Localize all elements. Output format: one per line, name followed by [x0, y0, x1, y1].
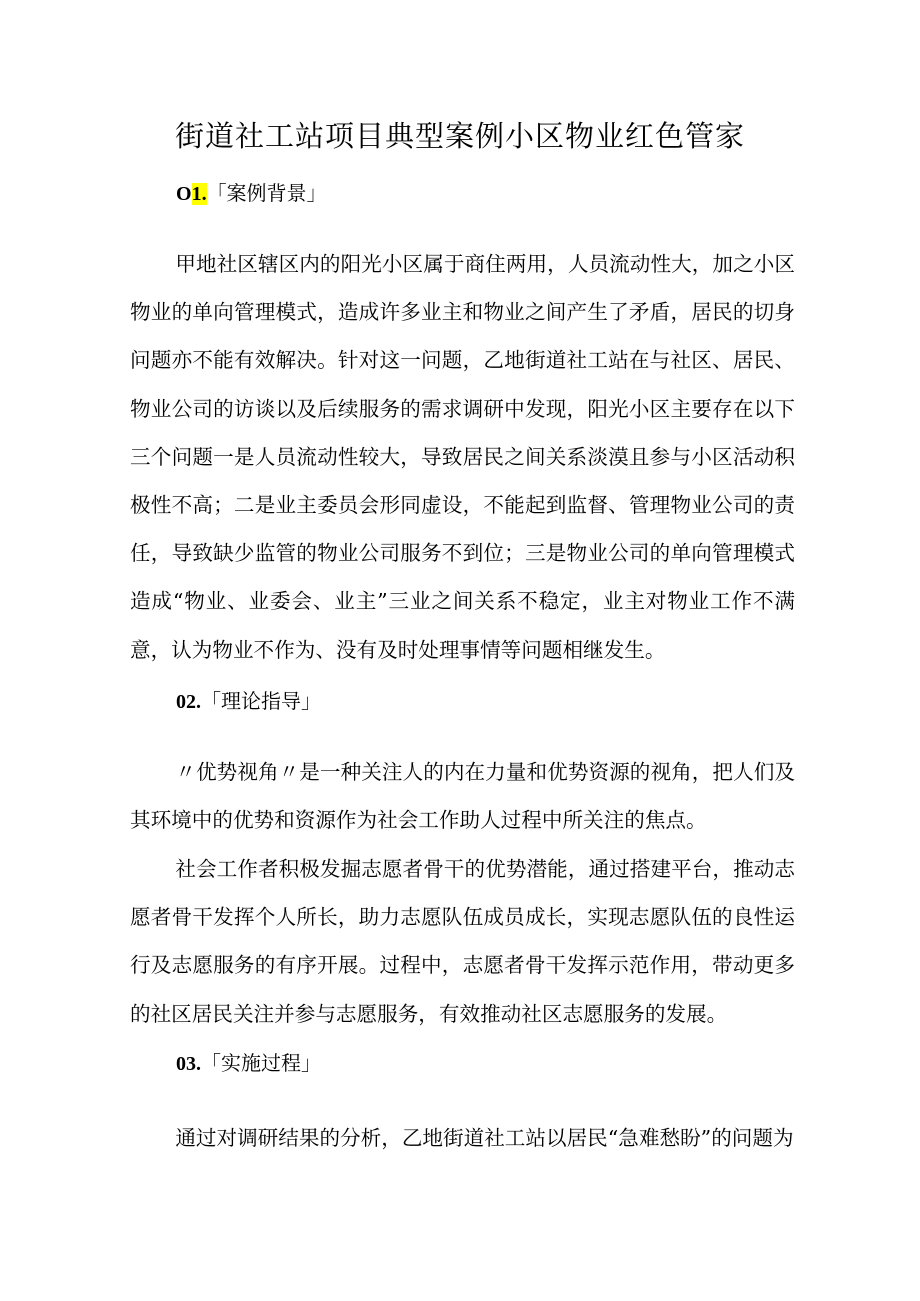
section-heading-implementation [176, 1048, 321, 1079]
section-heading-background [176, 178, 327, 209]
section-label: 「实施过程」 [201, 1051, 321, 1075]
paragraph-theory-2: 社会工作者积极发掘志愿者骨干的优势潜能，通过搭建平台，推动志愿者骨干发挥个人所长，助力志愿队伍成员成长，实现志愿队伍的良性运行及志愿服务的有序开展。过程中，志愿者骨干发挥示范作用，带动更多的社区居民关注并参与志愿服务，有效推动社区志愿服务的发展。 [130, 857, 795, 1026]
section-label: 「案例背景」 [206, 181, 327, 205]
document-title: 街道社工站项目典型案例小区物业红色管家 [174, 119, 745, 153]
section-number: O1. [176, 183, 207, 205]
paragraph-theory-1: 〃优势视角〃是一种关注人的内在力量和优势资源的视角，把人们及其环境中的优势和资源作为社会工作助人过程中所关注的焦点。 [130, 760, 795, 833]
section-heading-theory [176, 686, 321, 717]
highlighted-text: 1. [191, 183, 207, 205]
section-number: 03. [176, 1053, 201, 1075]
section-number: 02. [176, 691, 201, 713]
paragraph-implementation: 通过对调研结果的分析，乙地街道社工站以居民“急难愁盼”的问题为 [175, 1126, 794, 1150]
section-label: 「理论指导」 [201, 689, 321, 713]
paragraph-background: 甲地社区辖区内的阳光小区属于商住两用，人员流动性大，加之小区物业的单向管理模式，造成许多业主和物业之间产生了矛盾，居民的切身问题亦不能有效解决。针对这一问题，乙地街道社工站在与社区、居民、物业公司的访谈以及后续服务的需求调研中发现，阳光小区主要存在以下三个问题一是人员流动性较大，导致居民之间关系淡漠且参与小区活动积极性不高；二是业主委员会形同虚设，不能起到监督、管理物业公司的责任，导致缺少监管的物业公司服务不到位；三是物业公司的单向管理模式造成“物业、业委会、业主”三业之间关系不稳定，业主对物业工作不满意，认为物业不作为、没有及时处理事情等问题相继发生。 [130, 252, 795, 662]
